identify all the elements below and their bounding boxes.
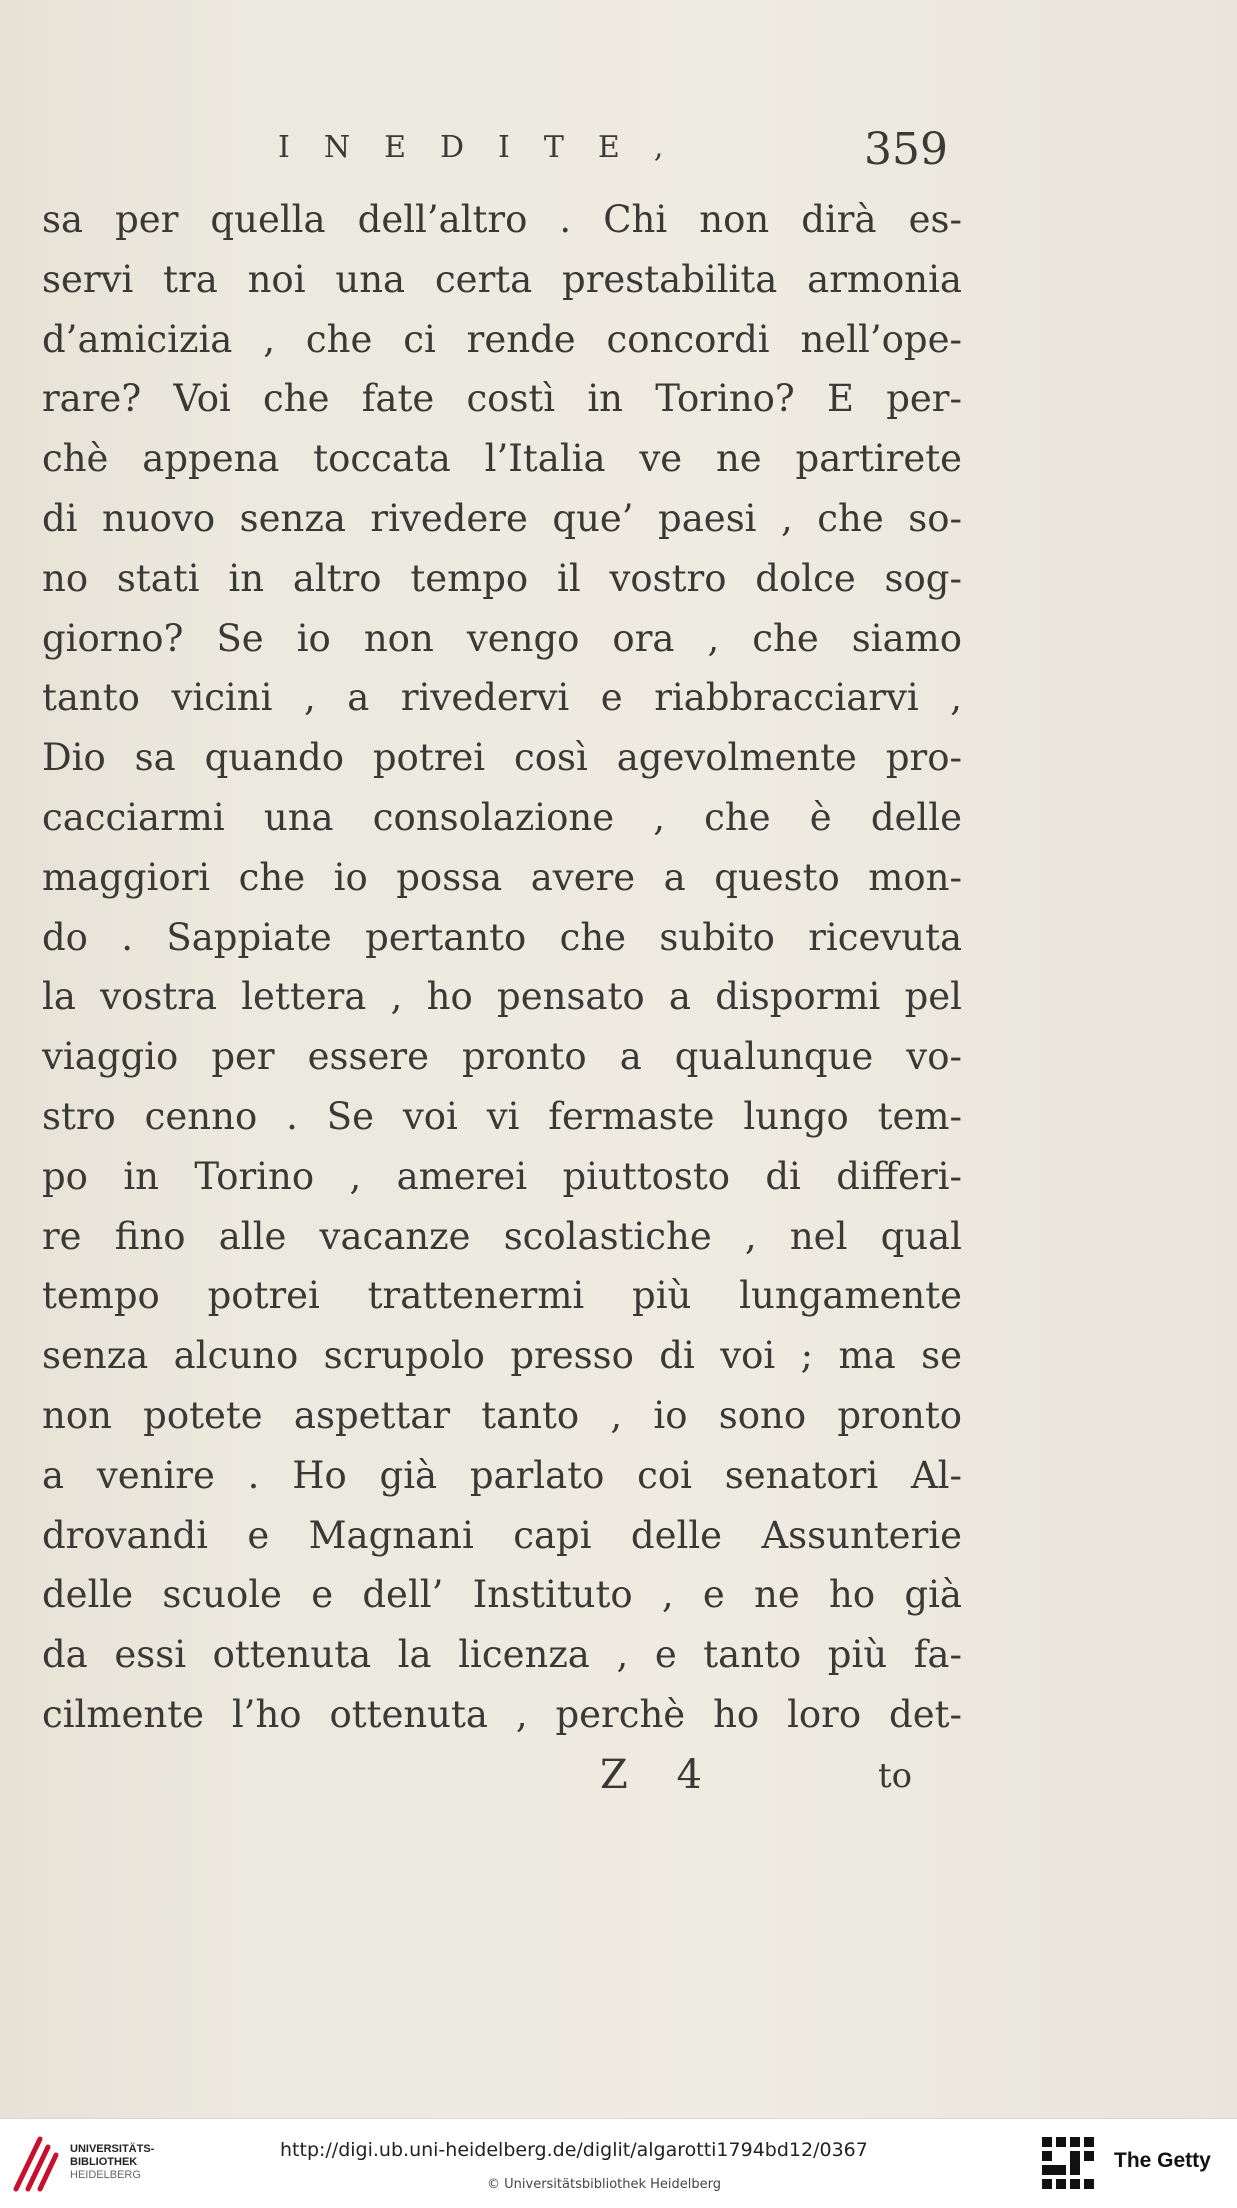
- text-line: maggiori che io possa avere a questo mon-: [42, 855, 962, 899]
- library-name-line: UNIVERSITÄTS-: [70, 2143, 155, 2155]
- text-line: no stati in altro tempo il vostro dolce sog-: [42, 556, 962, 600]
- page-foot: [0, 1752, 1237, 1812]
- running-title: INEDITE,: [278, 130, 698, 165]
- library-name-line: HEIDELBERG: [70, 2169, 141, 2181]
- signature-mark: Z 4: [600, 1752, 720, 1798]
- library-name-line: BIBLIOTHEK: [70, 2156, 138, 2168]
- text-line: drovandi e Magnani capi delle Assunterie: [42, 1513, 962, 1557]
- page-number: 359: [864, 124, 948, 175]
- text-line: rare? Voi che fate costì in Torino? E per-: [42, 377, 962, 421]
- text-line: la vostra lettera , ho pensato a dispormi pel: [42, 975, 962, 1019]
- text-line: a venire . Ho già parlato coi senatori Al-: [42, 1453, 962, 1497]
- text-line: non potete aspettar tanto , io sono pronto: [42, 1393, 962, 1437]
- viewer-footer: [0, 2118, 1237, 2208]
- text-line: po in Torino , amerei piuttosto di differi-: [42, 1154, 962, 1198]
- text-line: giorno? Se io non vengo ora , che siamo: [42, 616, 962, 660]
- text-line: delle scuole e dell’ Instituto , e ne ho già: [42, 1573, 962, 1617]
- library-name[interactable]: [70, 2143, 154, 2182]
- page-header: [0, 124, 1237, 180]
- text-line: servi tra noi una certa prestabilita armonia: [42, 257, 962, 301]
- getty-logo-icon[interactable]: [1040, 2135, 1096, 2193]
- text-line: sa per quella dell’altro . Chi non dirà es-: [42, 198, 962, 241]
- text-line: senza alcuno scrupolo presso di voi ; ma se: [42, 1334, 962, 1378]
- text-line: cilmente l’ho ottenuta , perchè ho loro det-: [42, 1692, 962, 1736]
- text-line: chè appena toccata l’Italia ve ne partirete: [42, 437, 962, 481]
- copyright-notice: © Universitätsbibliothek Heidelberg: [487, 2177, 722, 2192]
- text-line: di nuovo senza rivedere que’ paesi , che so-: [42, 496, 962, 540]
- permalink-url[interactable]: http://digi.ub.uni-heidelberg.de/diglit/algarotti1794bd12/0367: [280, 2139, 868, 2161]
- text-line: re fino alle vacanze scolastiche , nel qual: [42, 1214, 962, 1258]
- text-line: viaggio per essere pronto a qualunque vo-: [42, 1035, 962, 1079]
- text-line: Dio sa quando potrei così agevolmente pro-: [42, 736, 962, 780]
- text-line: tempo potrei trattenermi più lungamente: [42, 1274, 962, 1318]
- body-text: [42, 190, 962, 1745]
- ub-heidelberg-logo-icon[interactable]: [12, 2133, 64, 2193]
- text-line: do . Sappiate pertanto che subito ricevuta: [42, 915, 962, 959]
- text-line: tanto vicini , a rivedervi e riabbracciarvi ,: [42, 676, 962, 720]
- text-line: d’amicizia , che ci rende concordi nell’ope-: [42, 317, 962, 361]
- text-line: cacciarmi una consolazione , che è delle: [42, 795, 962, 839]
- text-line: da essi ottenuta la licenza , e tanto più fa-: [42, 1633, 962, 1677]
- text-line: stro cenno . Se voi vi fermaste lungo tem-: [42, 1094, 962, 1138]
- catchword: to: [878, 1756, 913, 1796]
- partner-name[interactable]: The Getty: [1114, 2149, 1211, 2172]
